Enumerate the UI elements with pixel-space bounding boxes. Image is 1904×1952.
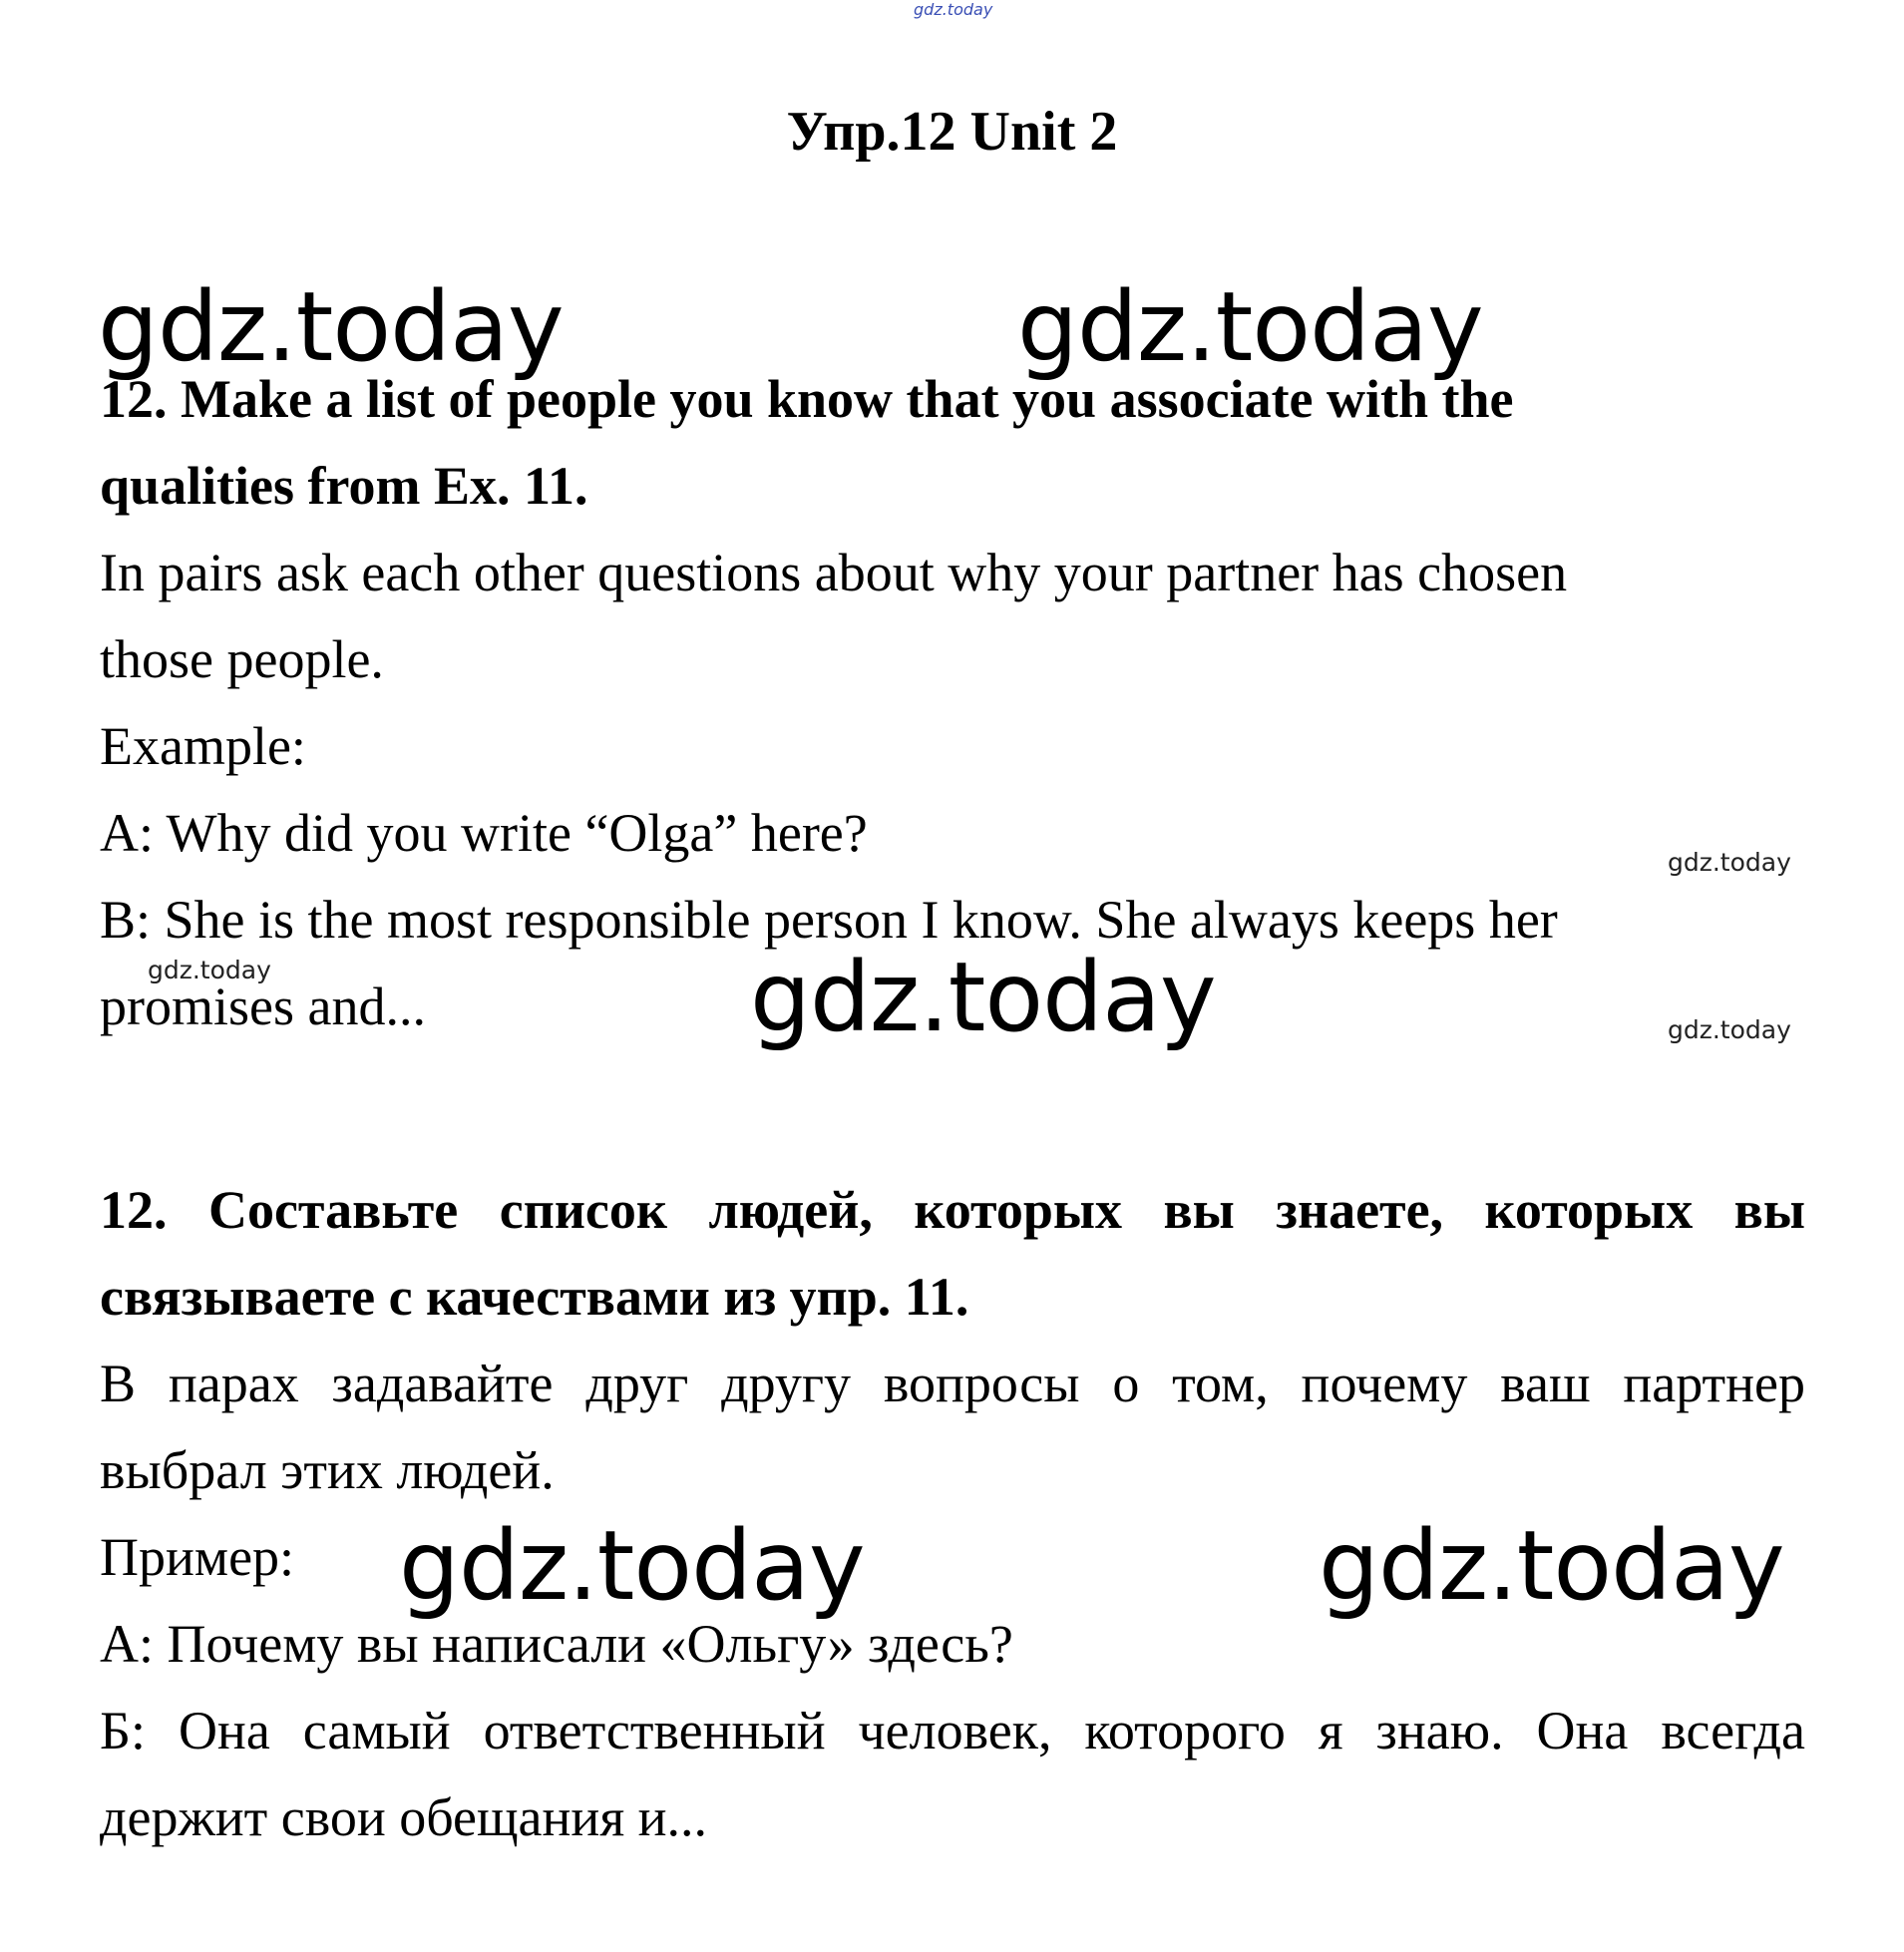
english-dialogue-b-line-1: B: She is the most responsible person I know. She always keeps her bbox=[100, 890, 1558, 950]
english-task-line-1: 12. Make a list of people you know that you associate with the bbox=[100, 369, 1514, 429]
russian-dialogue-b-line-1: Б: Она самый ответственный человек, которого я знаю. Она всегда bbox=[100, 1701, 1805, 1760]
watermark: gdz.today bbox=[1319, 1510, 1784, 1622]
watermark-small: gdz.today bbox=[1668, 1015, 1791, 1044]
watermark: gdz.today bbox=[750, 942, 1216, 1053]
english-instruction-line-1: In pairs ask each other questions about why your partner has chosen bbox=[100, 543, 1568, 602]
english-dialogue-b-line-2: promises and... bbox=[100, 976, 426, 1036]
watermark-small: gdz.today bbox=[148, 956, 271, 984]
russian-dialogue-a: А: Почему вы написали «Ольгу» здесь? bbox=[100, 1614, 1013, 1674]
russian-example-label: Пример: bbox=[100, 1527, 295, 1587]
english-example-label: Example: bbox=[100, 716, 306, 776]
russian-dialogue-b-line-2: держит свои обещания и... bbox=[100, 1787, 708, 1847]
english-dialogue-a: A: Why did you write “Olga” here? bbox=[100, 803, 868, 863]
english-section bbox=[100, 356, 1805, 1053]
russian-section bbox=[100, 1167, 1805, 1861]
english-instruction-line-2: those people. bbox=[100, 629, 384, 689]
watermark-small: gdz.today bbox=[1668, 848, 1791, 877]
russian-instruction-line-1: В парах задавайте друг другу вопросы о том, почему ваш партнер bbox=[100, 1354, 1805, 1413]
english-task-line-2: qualities from Ex. 11. bbox=[100, 456, 588, 516]
watermark: gdz.today bbox=[98, 271, 564, 383]
watermark-top: gdz.today bbox=[914, 0, 993, 19]
russian-task-line-1: 12. Составьте список людей, которых вы знаете, которых вы bbox=[100, 1180, 1805, 1240]
page-title: Упр.12 Unit 2 bbox=[786, 101, 1118, 163]
russian-instruction-line-2: выбрал этих людей. bbox=[100, 1440, 555, 1500]
russian-task-line-2: связываете с качествами из упр. 11. bbox=[100, 1267, 969, 1327]
watermark: gdz.today bbox=[399, 1510, 865, 1622]
watermark: gdz.today bbox=[1017, 271, 1483, 383]
